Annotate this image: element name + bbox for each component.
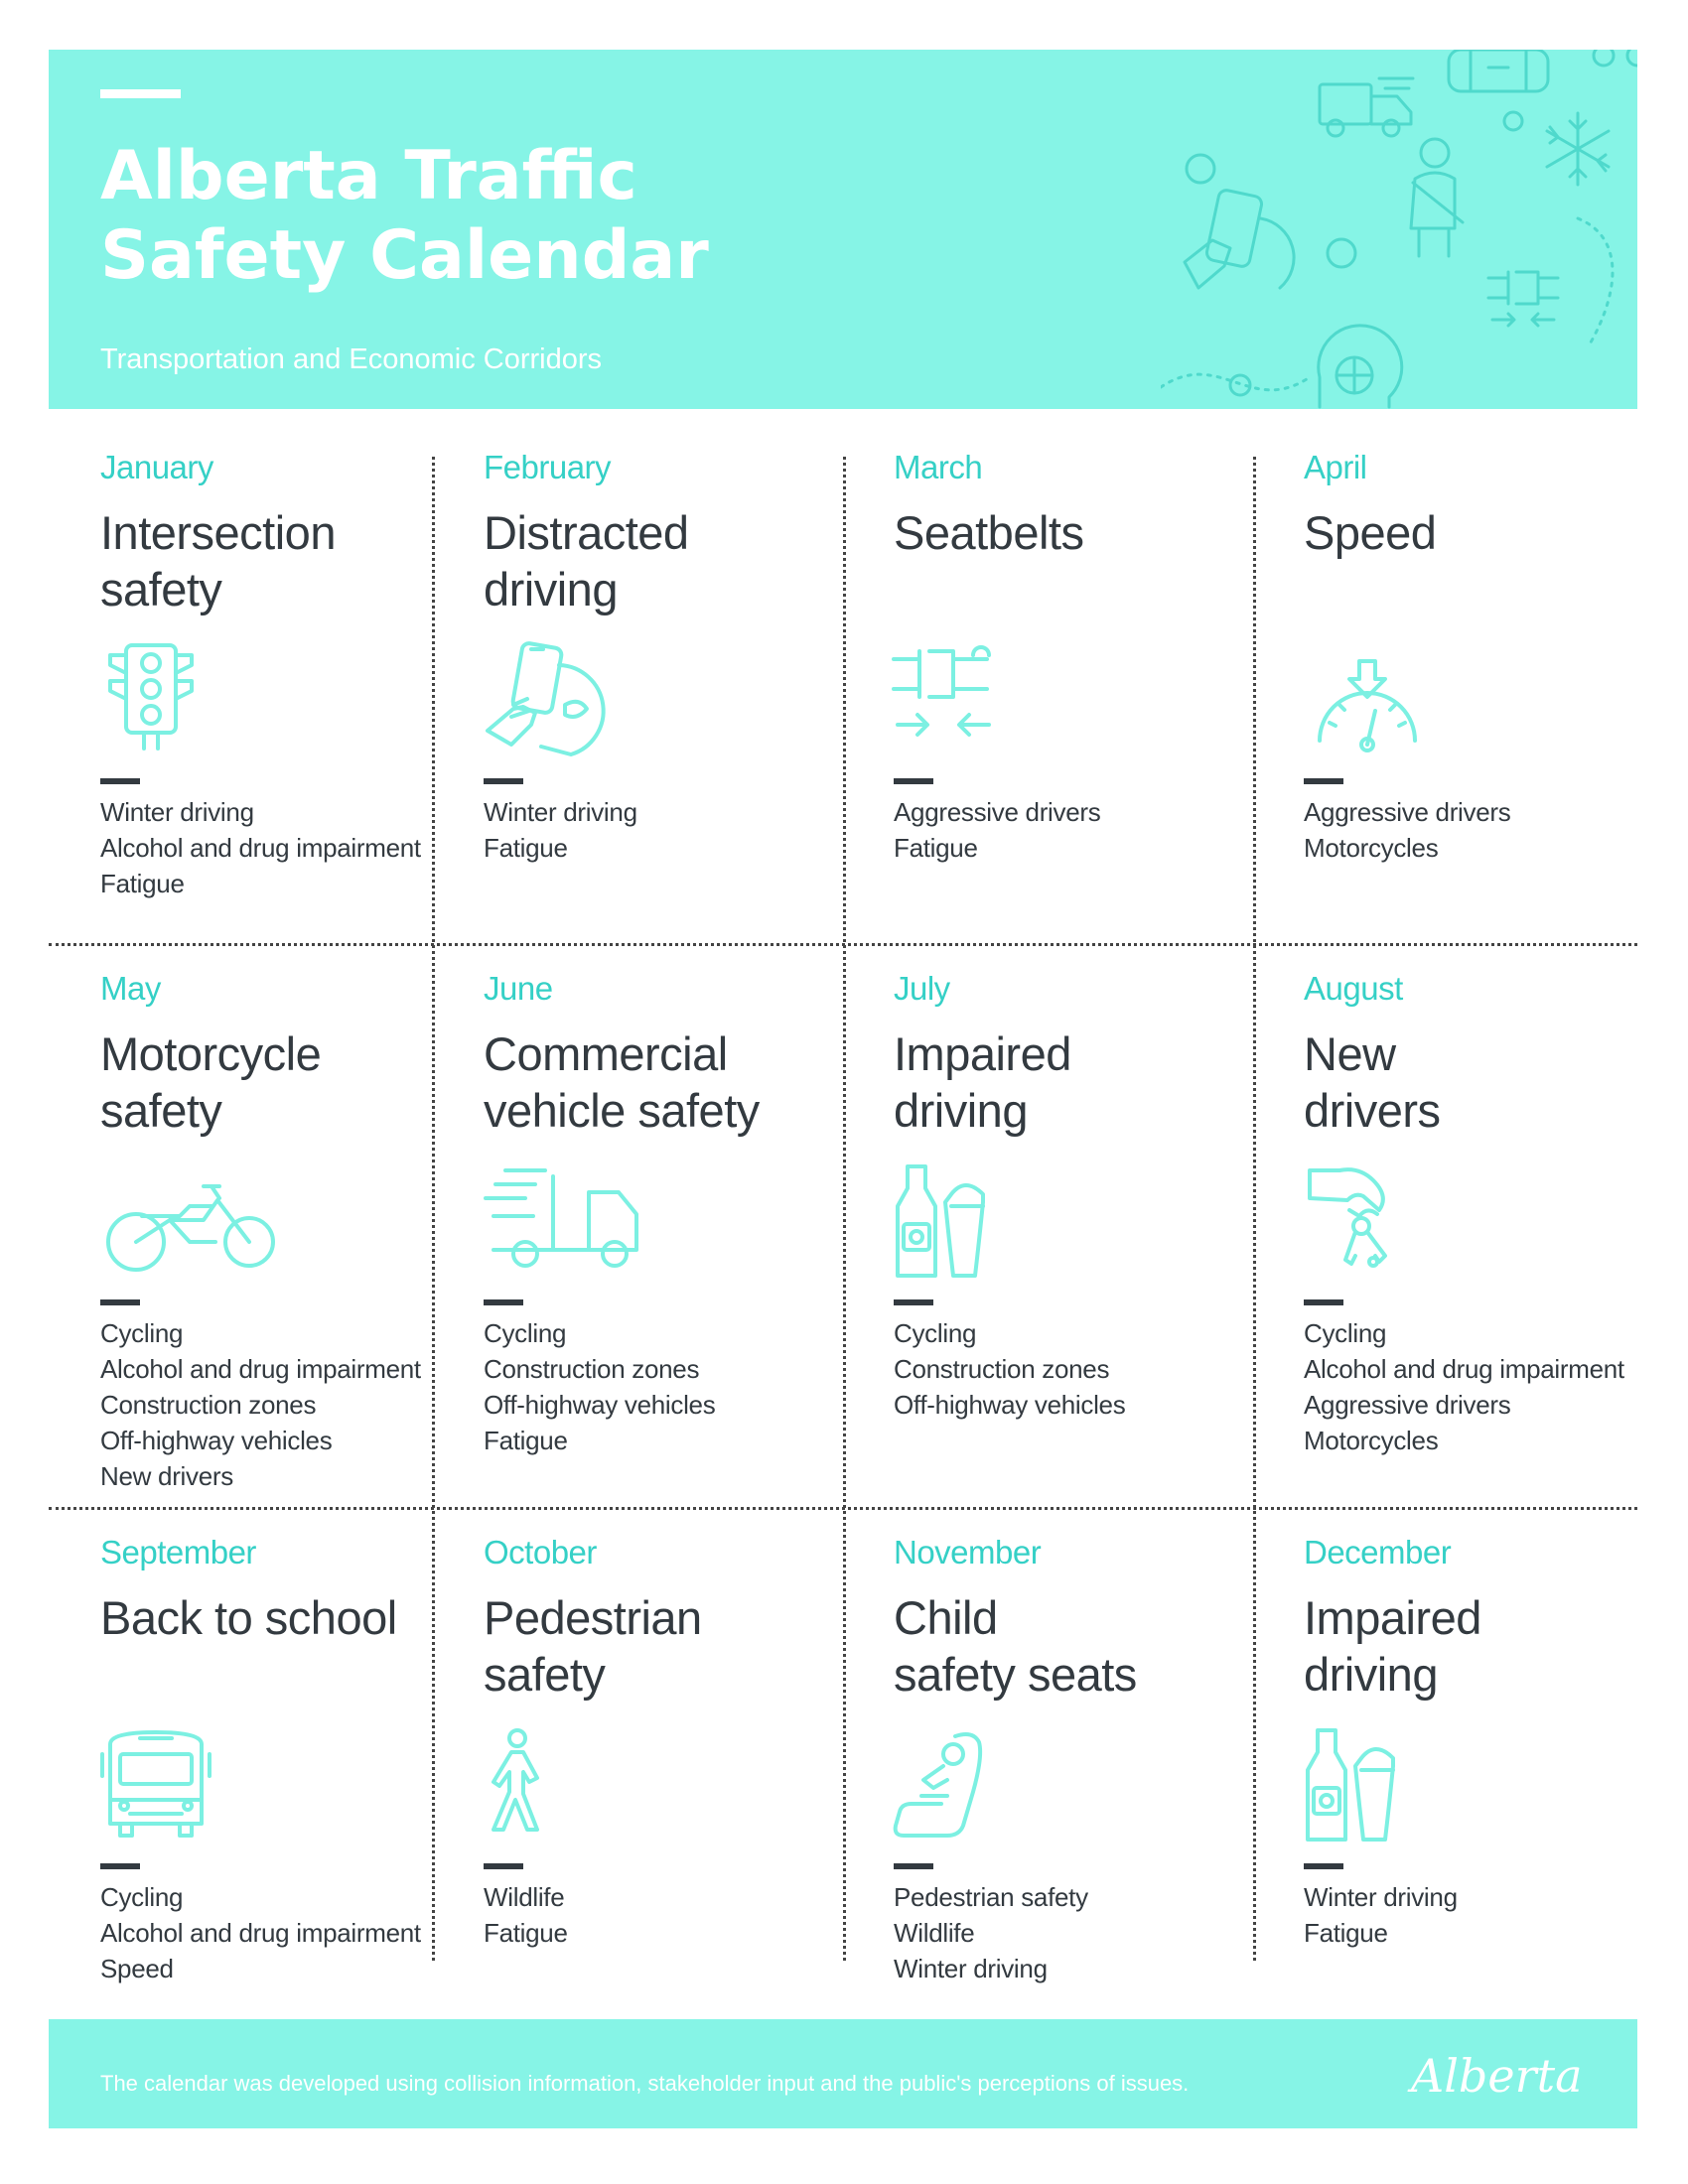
footer-banner bbox=[49, 2019, 1637, 2128]
related-topics-list bbox=[894, 794, 1100, 866]
row-divider bbox=[49, 1507, 1637, 1510]
related-topic: Cycling bbox=[100, 1318, 184, 1348]
decorative-traffic-icons-cluster bbox=[1161, 50, 1637, 409]
topic-line: drivers bbox=[1304, 1084, 1441, 1137]
topic-line: Pedestrian bbox=[484, 1591, 702, 1644]
month-topic bbox=[484, 1589, 702, 1703]
month-name: December bbox=[1304, 1534, 1452, 1570]
related-topic: Alcohol and drug impairment bbox=[100, 1354, 421, 1384]
related-topic: Winter driving bbox=[894, 1954, 1048, 1983]
month-name: October bbox=[484, 1534, 597, 1570]
traffic-light-icon bbox=[100, 645, 219, 754]
topic-line: safety seats bbox=[894, 1648, 1137, 1701]
seatbelt-person-icon bbox=[1411, 139, 1463, 256]
speedometer-icon bbox=[1304, 645, 1423, 754]
related-topic: Alcohol and drug impairment bbox=[100, 1918, 421, 1948]
topic-line: New bbox=[1304, 1027, 1396, 1080]
hand-with-keys-icon bbox=[1304, 1166, 1423, 1276]
topic-line: Commercial bbox=[484, 1027, 728, 1080]
section-dash bbox=[100, 778, 140, 784]
title-line-1: Alberta Traffic bbox=[100, 137, 637, 215]
section-dash bbox=[894, 778, 933, 784]
related-topic: Fatigue bbox=[484, 833, 568, 863]
related-topics-list bbox=[100, 1879, 421, 1986]
related-topic: Cycling bbox=[894, 1318, 977, 1348]
related-topic: Construction zones bbox=[894, 1354, 1110, 1384]
topic-line: Motorcycle bbox=[100, 1027, 322, 1080]
related-topics-list bbox=[100, 1315, 421, 1494]
month-name: November bbox=[894, 1534, 1042, 1570]
section-dash bbox=[484, 1863, 523, 1869]
month-topic bbox=[894, 1025, 1071, 1139]
phone-in-hand-icon bbox=[484, 645, 603, 754]
page-title bbox=[100, 137, 709, 296]
row-divider bbox=[49, 943, 1637, 946]
related-topic: Aggressive drivers bbox=[894, 797, 1101, 827]
related-topic: Motorcycles bbox=[1304, 833, 1439, 863]
related-topic: Construction zones bbox=[484, 1354, 700, 1384]
related-topics-list bbox=[894, 1879, 1088, 1986]
related-topic: Wildlife bbox=[894, 1918, 975, 1948]
month-topic bbox=[894, 1589, 1137, 1703]
related-topic: Cycling bbox=[100, 1882, 184, 1912]
truck-icon bbox=[1320, 78, 1413, 136]
related-topic: Off-highway vehicles bbox=[894, 1390, 1126, 1420]
topic-line: Back to school bbox=[100, 1591, 397, 1644]
bottle-and-glass-icon bbox=[894, 1166, 1013, 1276]
month-topic bbox=[484, 504, 689, 617]
topic-line: Seatbelts bbox=[894, 506, 1084, 559]
related-topic: Fatigue bbox=[100, 869, 185, 898]
related-topic: Cycling bbox=[1304, 1318, 1387, 1348]
month-topic bbox=[484, 1025, 760, 1139]
related-topic: Fatigue bbox=[484, 1918, 568, 1948]
topic-line: Impaired bbox=[894, 1027, 1071, 1080]
footer-note: The calendar was developed using collision information, stakeholder input and the public's perceptions of issues. bbox=[100, 2071, 1190, 2096]
month-name: April bbox=[1304, 449, 1367, 485]
month-topic bbox=[1304, 504, 1436, 561]
section-dash bbox=[1304, 1299, 1343, 1305]
month-name: May bbox=[100, 970, 161, 1007]
related-topic: Off-highway vehicles bbox=[484, 1390, 716, 1420]
related-topic: Speed bbox=[100, 1954, 174, 1983]
section-dash bbox=[100, 1863, 140, 1869]
school-bus-icon bbox=[100, 1730, 219, 1840]
related-topic: Wildlife bbox=[484, 1882, 565, 1912]
bench-icon bbox=[1449, 50, 1548, 91]
column-divider bbox=[432, 457, 435, 1961]
calendar-grid bbox=[49, 437, 1637, 1991]
month-topic bbox=[1304, 1589, 1481, 1703]
month-topic bbox=[100, 1589, 397, 1646]
month-topic bbox=[100, 1025, 321, 1139]
related-topics-list bbox=[1304, 1315, 1624, 1458]
month-name: March bbox=[894, 449, 983, 485]
related-topic: Fatigue bbox=[1304, 1918, 1388, 1948]
month-name: January bbox=[100, 449, 213, 485]
related-topic: Construction zones bbox=[100, 1390, 317, 1420]
topic-line: safety bbox=[100, 1084, 222, 1137]
month-name: February bbox=[484, 449, 612, 485]
header-banner bbox=[49, 50, 1637, 409]
month-name: July bbox=[894, 970, 950, 1007]
bottle-and-glass-icon bbox=[1304, 1730, 1423, 1840]
topic-line: Child bbox=[894, 1591, 998, 1644]
topic-line: Distracted bbox=[484, 506, 689, 559]
related-topics-list bbox=[894, 1315, 1125, 1423]
seatbelt-buckle-icon bbox=[1488, 272, 1558, 326]
column-divider bbox=[1253, 457, 1256, 1961]
steering-wheel-head-icon bbox=[1319, 326, 1402, 407]
related-topic: Motorcycles bbox=[1304, 1426, 1439, 1455]
month-name: August bbox=[1304, 970, 1403, 1007]
section-dash bbox=[1304, 1863, 1343, 1869]
section-dash bbox=[894, 1863, 933, 1869]
pedestrian-icon bbox=[484, 1730, 603, 1840]
related-topic: Pedestrian safety bbox=[894, 1882, 1088, 1912]
section-dash bbox=[1304, 778, 1343, 784]
related-topic: Cycling bbox=[484, 1318, 567, 1348]
alberta-logo: Alberta bbox=[1411, 2049, 1583, 2103]
related-topics-list bbox=[1304, 794, 1510, 866]
related-topic: Winter driving bbox=[1304, 1882, 1458, 1912]
related-topic: Fatigue bbox=[484, 1426, 568, 1455]
snowflake-icon bbox=[1547, 113, 1609, 185]
topic-line: safety bbox=[100, 563, 222, 615]
section-dash bbox=[100, 1299, 140, 1305]
related-topics-list bbox=[1304, 1879, 1458, 1951]
title-line-2: Safety Calendar bbox=[100, 216, 709, 295]
related-topics-list bbox=[484, 1315, 715, 1458]
topic-line: Speed bbox=[1304, 506, 1437, 559]
ministry-subtitle: Transportation and Economic Corridors bbox=[100, 343, 603, 375]
section-dash bbox=[484, 1299, 523, 1305]
topic-line: driving bbox=[1304, 1648, 1438, 1701]
seatbelt-buckle-icon bbox=[894, 645, 1013, 754]
related-topic: Alcohol and drug impairment bbox=[1304, 1354, 1624, 1384]
month-name: June bbox=[484, 970, 553, 1007]
related-topic: Winter driving bbox=[100, 797, 254, 827]
related-topic: Fatigue bbox=[894, 833, 978, 863]
related-topic: New drivers bbox=[100, 1461, 233, 1491]
related-topic: Winter driving bbox=[484, 797, 637, 827]
topic-line: driving bbox=[484, 563, 618, 615]
related-topic: Alcohol and drug impairment bbox=[100, 833, 421, 863]
motorcycle-icon bbox=[100, 1166, 279, 1276]
section-dash bbox=[484, 778, 523, 784]
related-topics-list bbox=[484, 1879, 568, 1951]
topic-line: Intersection bbox=[100, 506, 336, 559]
related-topic: Off-highway vehicles bbox=[100, 1426, 333, 1455]
section-dash bbox=[894, 1299, 933, 1305]
header-accent-bar bbox=[100, 89, 181, 98]
topic-line: vehicle safety bbox=[484, 1084, 760, 1137]
month-topic bbox=[1304, 1025, 1441, 1139]
topic-line: safety bbox=[484, 1648, 606, 1701]
month-name: September bbox=[100, 1534, 256, 1570]
phone-in-hand-icon bbox=[1185, 189, 1294, 288]
month-topic bbox=[894, 504, 1083, 561]
month-topic bbox=[100, 504, 336, 617]
related-topics-list bbox=[484, 794, 637, 866]
related-topics-list bbox=[100, 794, 421, 901]
delivery-truck-icon bbox=[484, 1166, 652, 1276]
topic-line: driving bbox=[894, 1084, 1028, 1137]
related-topic: Aggressive drivers bbox=[1304, 1390, 1511, 1420]
column-divider bbox=[843, 457, 846, 1961]
topic-line: Impaired bbox=[1304, 1591, 1481, 1644]
child-car-seat-icon bbox=[894, 1730, 1013, 1840]
related-topic: Aggressive drivers bbox=[1304, 797, 1511, 827]
